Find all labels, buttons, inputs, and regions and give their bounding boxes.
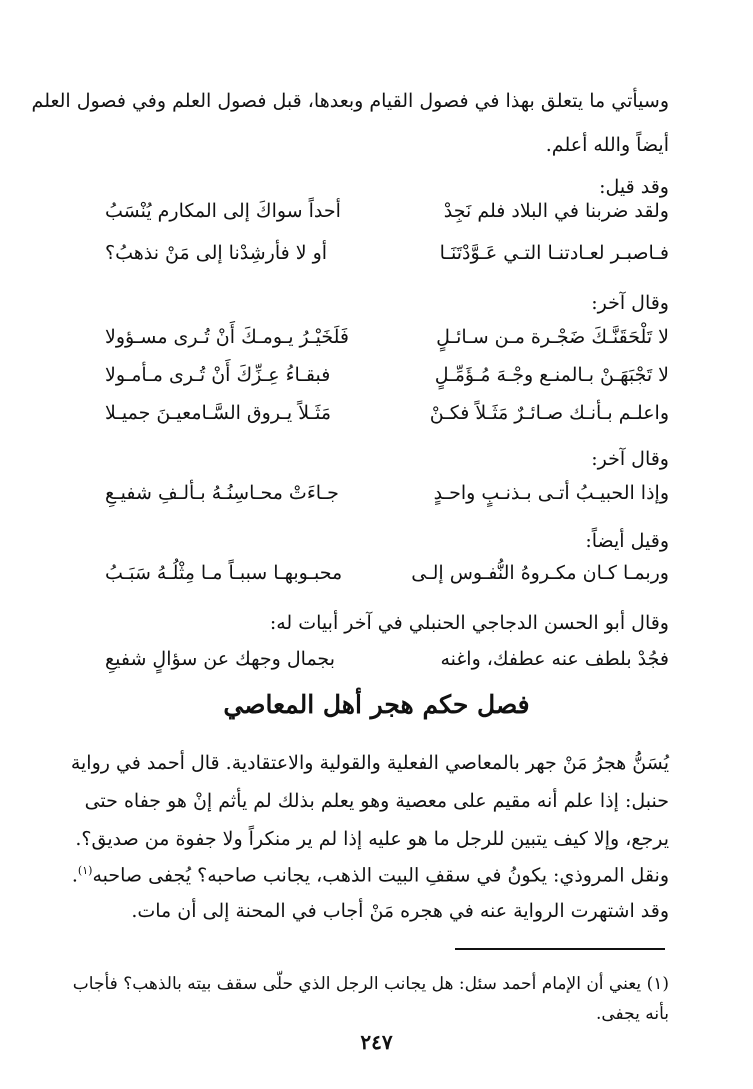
verse-first-hemistich: فجُدْ بلطف عنه عطفك، واغنه	[440, 648, 669, 670]
verse-first-hemistich: فـاصبـر لعـادتنـا التـي عَـوَّدْتَنَـا	[439, 242, 669, 264]
footnote-line-2: بأنه يجفى.	[595, 1004, 669, 1024]
verse-first-hemistich: ولقد ضربنا في البلاد فلم نَجِدْ	[443, 200, 669, 222]
poem1-intro: وقد قيل:	[599, 176, 669, 198]
verse-second-hemistich: فبقـاءُ عِـزِّكَ أَنْ تُـرى مـأمـولا	[105, 364, 331, 386]
footnote-reference: (١)	[77, 864, 93, 877]
verse-second-hemistich: بجمال وجهك عن سؤالٍ شفيعِ	[105, 648, 335, 670]
verse-line	[105, 326, 669, 360]
verse-first-hemistich: وربمـا كـان مكـروهُ النُّفـوس إلـى	[411, 562, 669, 584]
body-line-4	[71, 852, 669, 894]
verse-first-hemistich: لا تَجْبَهَـنْ بـالمنـع وجْـهَ مُـؤَمِّـلٍ	[434, 364, 669, 386]
intro-line-2: أيضاً والله أعلم.	[545, 134, 669, 156]
verse-second-hemistich: مَثَـلاً يـروق السَّـامعيـنَ جميـلا	[105, 402, 332, 424]
footnote-line-1: (١) يعني أن الإمام أحمد سئل: هل يجانب الرجل الذي حلّى سقف بيته بالذهب؟ فأجاب	[72, 974, 669, 994]
page-number: ٢٤٧	[360, 1030, 393, 1054]
verse-line	[105, 562, 669, 596]
verse-second-hemistich: أو لا فأرشِدْنا إلى مَنْ نذهبُ؟	[105, 242, 328, 264]
poem5-intro: وقال أبو الحسن الدجاجي الحنبلي في آخر أبيات له:	[269, 612, 669, 634]
section-heading: فصل حكم هجر أهل المعاصي	[223, 690, 530, 719]
poem3-intro: وقال آخر:	[591, 448, 669, 470]
verse-first-hemistich: واعلـم بـأنـك صـائـرٌ مَثَـلاً فكـنْ	[429, 402, 669, 424]
verse-first-hemistich: لا تَلْحَقَنَّـكَ ضَجْـرة مـن سـائـلٍ	[436, 326, 669, 348]
verse-line	[105, 242, 669, 276]
body-line-4-end: .	[71, 864, 78, 887]
verse-line	[105, 482, 669, 516]
verse-first-hemistich: وإذا الحبيـبُ أتـى بـذنـبٍ واحـدٍ	[433, 482, 669, 504]
body-line-4-text: ونقل المروذي: يكونُ في سقفِ البيت الذهب، يجانب صاحبه؟ يُجفى صاحبه	[92, 864, 669, 887]
verse-line	[105, 364, 669, 398]
verse-line	[105, 200, 669, 234]
verse-line	[105, 648, 669, 682]
verse-second-hemistich: جـاءَتْ محـاسِنُـهُ بـألـفِ شفيـعِ	[105, 482, 339, 504]
poem4-intro: وقيل أيضاً:	[585, 530, 669, 552]
intro-line-1: وسيأتي ما يتعلق بهذا في فصول القيام وبعدها، قبل فصول العلم وفي فصول العلم	[31, 90, 669, 112]
footnote-divider	[455, 948, 665, 950]
body-line-3: يرجع، وإلا كيف يتبين للرجل ما هو عليه إذا لم ير منكراً ولا جفوة من صديق؟.	[75, 828, 669, 850]
body-line-1: يُسَنُّ هجرُ مَنْ جهر بالمعاصي الفعلية والقولية والاعتقادية. قال أحمد في رواية	[70, 752, 669, 774]
verse-second-hemistich: محبـوبهـا سببـاً مـا مِثْلُـهُ سَبَـبُ	[105, 562, 343, 584]
verse-second-hemistich: أحداً سواكَ إلى المكارم يُنْسَبُ	[105, 200, 341, 222]
body-line-5: وقد اشتهرت الرواية عنه في هجره مَنْ أجاب في المحنة إلى أن مات.	[131, 900, 669, 922]
poem2-intro: وقال آخر:	[591, 292, 669, 314]
verse-second-hemistich: فَلَخَيْـرُ يـومـكَ أَنْ تُـرى مسـؤولا	[105, 326, 349, 348]
verse-line	[105, 402, 669, 436]
body-line-2: حنبل: إذا علم أنه مقيم على معصية وهو يعلم بذلك لم يأثم إنْ هو جفاه حتى	[84, 790, 669, 812]
